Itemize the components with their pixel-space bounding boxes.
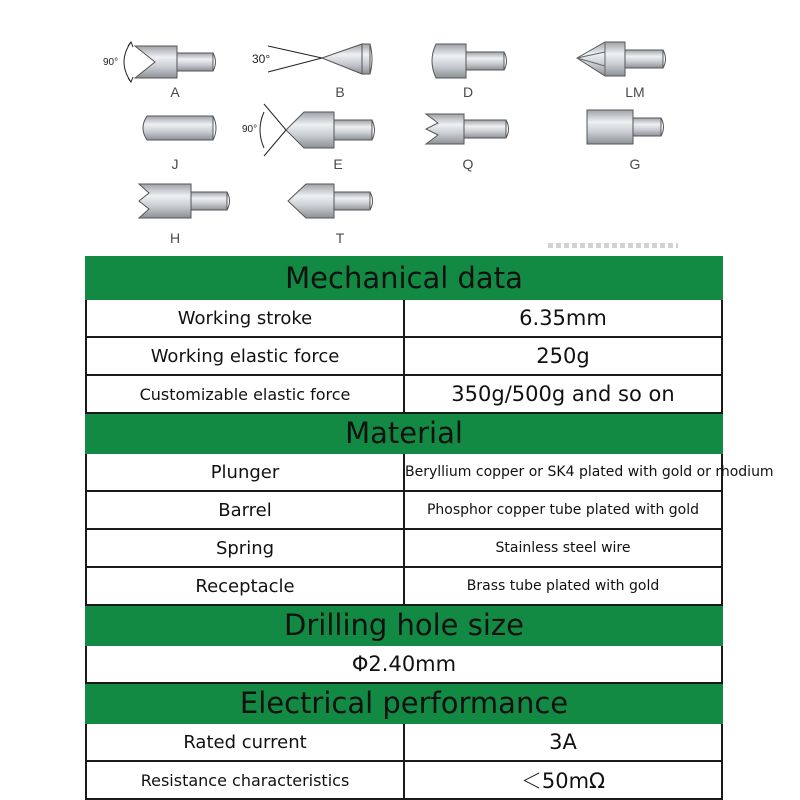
table-row: [86, 645, 722, 683]
section-header-electrical: [86, 683, 722, 723]
table-row: [86, 529, 722, 567]
svg-text:90°: 90°: [103, 57, 119, 68]
tip-h-shape-icon: [95, 184, 255, 236]
tip-q-shape-icon: [388, 110, 548, 162]
drilling-hole-value: Φ2.40mm: [86, 645, 722, 683]
table-row: [86, 453, 722, 491]
tip-diagram-q: [388, 110, 548, 182]
row-value: 250g: [404, 337, 722, 375]
table-row: [86, 761, 722, 799]
tip-diagram-d: [388, 38, 548, 110]
spec-table: [85, 256, 774, 800]
table-row: [86, 567, 722, 605]
table-row: [86, 375, 722, 413]
row-value: Beryllium copper or SK4 plated with gold or rhodium: [404, 453, 722, 491]
tip-diagram-lm: [555, 38, 715, 110]
section-header-mechanical: [86, 257, 722, 299]
probe-tip-diagrams: [0, 0, 800, 250]
row-key: Resistance characteristics: [86, 761, 404, 799]
section-title: Material: [86, 413, 722, 453]
tip-label-j: J: [171, 156, 179, 172]
tip-t-shape-icon: [260, 184, 420, 236]
section-title: Mechanical data: [86, 257, 722, 299]
tip-label-lm: LM: [625, 84, 645, 100]
table-row: [86, 299, 722, 337]
row-value: Stainless steel wire: [404, 529, 722, 567]
tip-diagram-h: [95, 184, 255, 256]
section-header-drilling: [86, 605, 722, 645]
table-row: [86, 337, 722, 375]
row-key: Spring: [86, 529, 404, 567]
section-title: Electrical performance: [86, 683, 722, 723]
tip-label-b: B: [335, 84, 345, 100]
row-key: Customizable elastic force: [86, 375, 404, 413]
row-key: Receptacle: [86, 567, 404, 605]
tip-j-shape-icon: [95, 110, 258, 162]
tip-label-g: G: [629, 156, 641, 172]
tip-d-shape-icon: [388, 38, 548, 90]
table-row: [86, 723, 722, 761]
tip-label-e: E: [333, 156, 343, 172]
row-value: Phosphor copper tube plated with gold: [404, 491, 722, 529]
row-key: Rated current: [86, 723, 404, 761]
tip-label-d: D: [462, 84, 474, 100]
row-value: 3A: [404, 723, 722, 761]
tip-label-t: T: [335, 230, 345, 246]
row-value: Brass tube plated with gold: [404, 567, 722, 605]
tip-diagram-j: [95, 110, 258, 182]
tip-label-h: H: [169, 230, 181, 246]
row-key: Working elastic force: [86, 337, 404, 375]
svg-text:30°: 30°: [252, 52, 271, 66]
table-row: [86, 491, 722, 529]
tip-g-shape-icon: [555, 110, 715, 162]
tip-label-q: Q: [462, 156, 474, 172]
section-header-material: [86, 413, 722, 453]
tip-label-a: A: [170, 84, 180, 100]
tip-lm-shape-icon: [555, 38, 715, 90]
svg-text:90°: 90°: [242, 124, 258, 135]
section-title: Drilling hole size: [86, 605, 722, 645]
row-key: Working stroke: [86, 299, 404, 337]
tip-diagram-t: [260, 184, 420, 256]
row-value: 6.35mm: [404, 299, 722, 337]
row-key: Barrel: [86, 491, 404, 529]
tip-a-shape-icon: [95, 38, 255, 90]
row-value: 350g/500g and so on: [404, 375, 722, 413]
faint-caption-smudge: [548, 243, 678, 248]
tip-diagram-g: [555, 110, 715, 182]
row-key: Plunger: [86, 453, 404, 491]
tip-diagram-a: [95, 38, 255, 110]
row-value: ＜50mΩ: [404, 761, 722, 799]
